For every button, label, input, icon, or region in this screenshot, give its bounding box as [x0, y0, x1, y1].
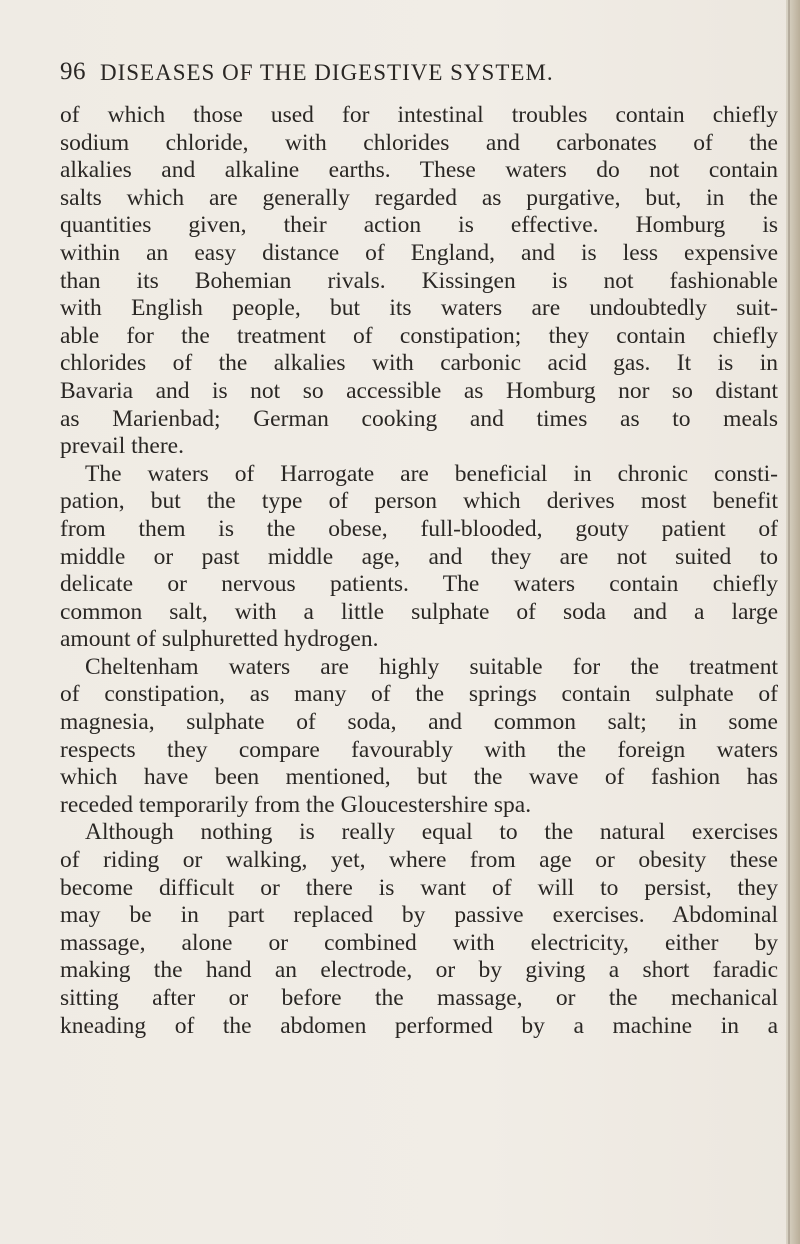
- text-line: amount of sulphuretted hydrogen.: [60, 626, 379, 653]
- text-line: sodium chloride, with chlorides and carbonates of the: [60, 129, 778, 156]
- text-line: kneading of the abdomen performed by a machine in a: [60, 1012, 778, 1039]
- text-line: quantities given, their action is effective. Homburg is: [60, 212, 778, 239]
- text-line: of constipation, as many of the springs contain sulphate of: [60, 681, 778, 708]
- text-line: which have been mentioned, but the wave of fashion has: [60, 764, 778, 791]
- running-head: DISEASES OF THE DIGESTIVE SYSTEM.: [100, 60, 554, 85]
- text-line: delicate or nervous patients. The waters contain chiefly: [60, 571, 778, 598]
- page-edge: [786, 0, 800, 1244]
- text-line: than its Bohemian rivals. Kissingen is not fashionable: [60, 267, 778, 294]
- text-line: magnesia, sulphate of soda, and common salt; in some: [60, 709, 778, 736]
- text-line: from them is the obese, full-blooded, gouty patient of: [60, 515, 778, 542]
- text-line: of riding or walking, yet, where from age or obesity these: [60, 847, 778, 874]
- text-line: sitting after or before the massage, or the mechanical: [60, 985, 778, 1011]
- text-line: may be in part replaced by passive exercises. Abdominal: [60, 902, 778, 929]
- text-line: as Marienbad; German cooking and times as to meals: [60, 405, 778, 432]
- text-line: making the hand an electrode, or by giving a short faradic: [60, 957, 778, 984]
- text-line: salts which are generally regarded as purgative, but, in the: [60, 184, 778, 211]
- text-line: massage, alone or combined with electricity, either by: [60, 929, 778, 956]
- text-line: alkalies and alkaline earths. These waters do not contain: [60, 157, 778, 184]
- text-line: chlorides of the alkalies with carbonic acid gas. It is in: [60, 350, 778, 377]
- text-line: of which those used for intestinal troubles contain chiefly: [60, 102, 778, 128]
- text-line: within an easy distance of England, and is less expensive: [60, 239, 778, 266]
- text-line: with English people, but its waters are undoubtedly suit-: [60, 295, 778, 322]
- text-line: respects they compare favourably with the foreign waters: [60, 736, 778, 763]
- text-line: receded temporarily from the Gloucestershire spa.: [60, 791, 532, 818]
- body-text: [60, 102, 778, 1040]
- text-line: Bavaria and is not so accessible as Homburg nor so distant: [60, 377, 778, 404]
- text-line: pation, but the type of person which derives most benefit: [60, 488, 778, 515]
- text-line: middle or past middle age, and they are not suited to: [60, 543, 778, 570]
- text-line: common salt, with a little sulphate of soda and a large: [60, 598, 778, 625]
- text-line: Although nothing is really equal to the natural exercises: [85, 819, 778, 846]
- page-number: 96: [60, 58, 86, 85]
- text-line: Cheltenham waters are highly suitable for the treatment: [85, 653, 778, 680]
- text-line: The waters of Harrogate are beneficial in chronic consti-: [85, 460, 778, 487]
- text-line: prevail there.: [60, 433, 184, 460]
- text-line: become difficult or there is want of will to persist, they: [60, 874, 778, 901]
- page-header: [60, 58, 780, 92]
- text-line: able for the treatment of constipation; they contain chiefly: [60, 322, 778, 349]
